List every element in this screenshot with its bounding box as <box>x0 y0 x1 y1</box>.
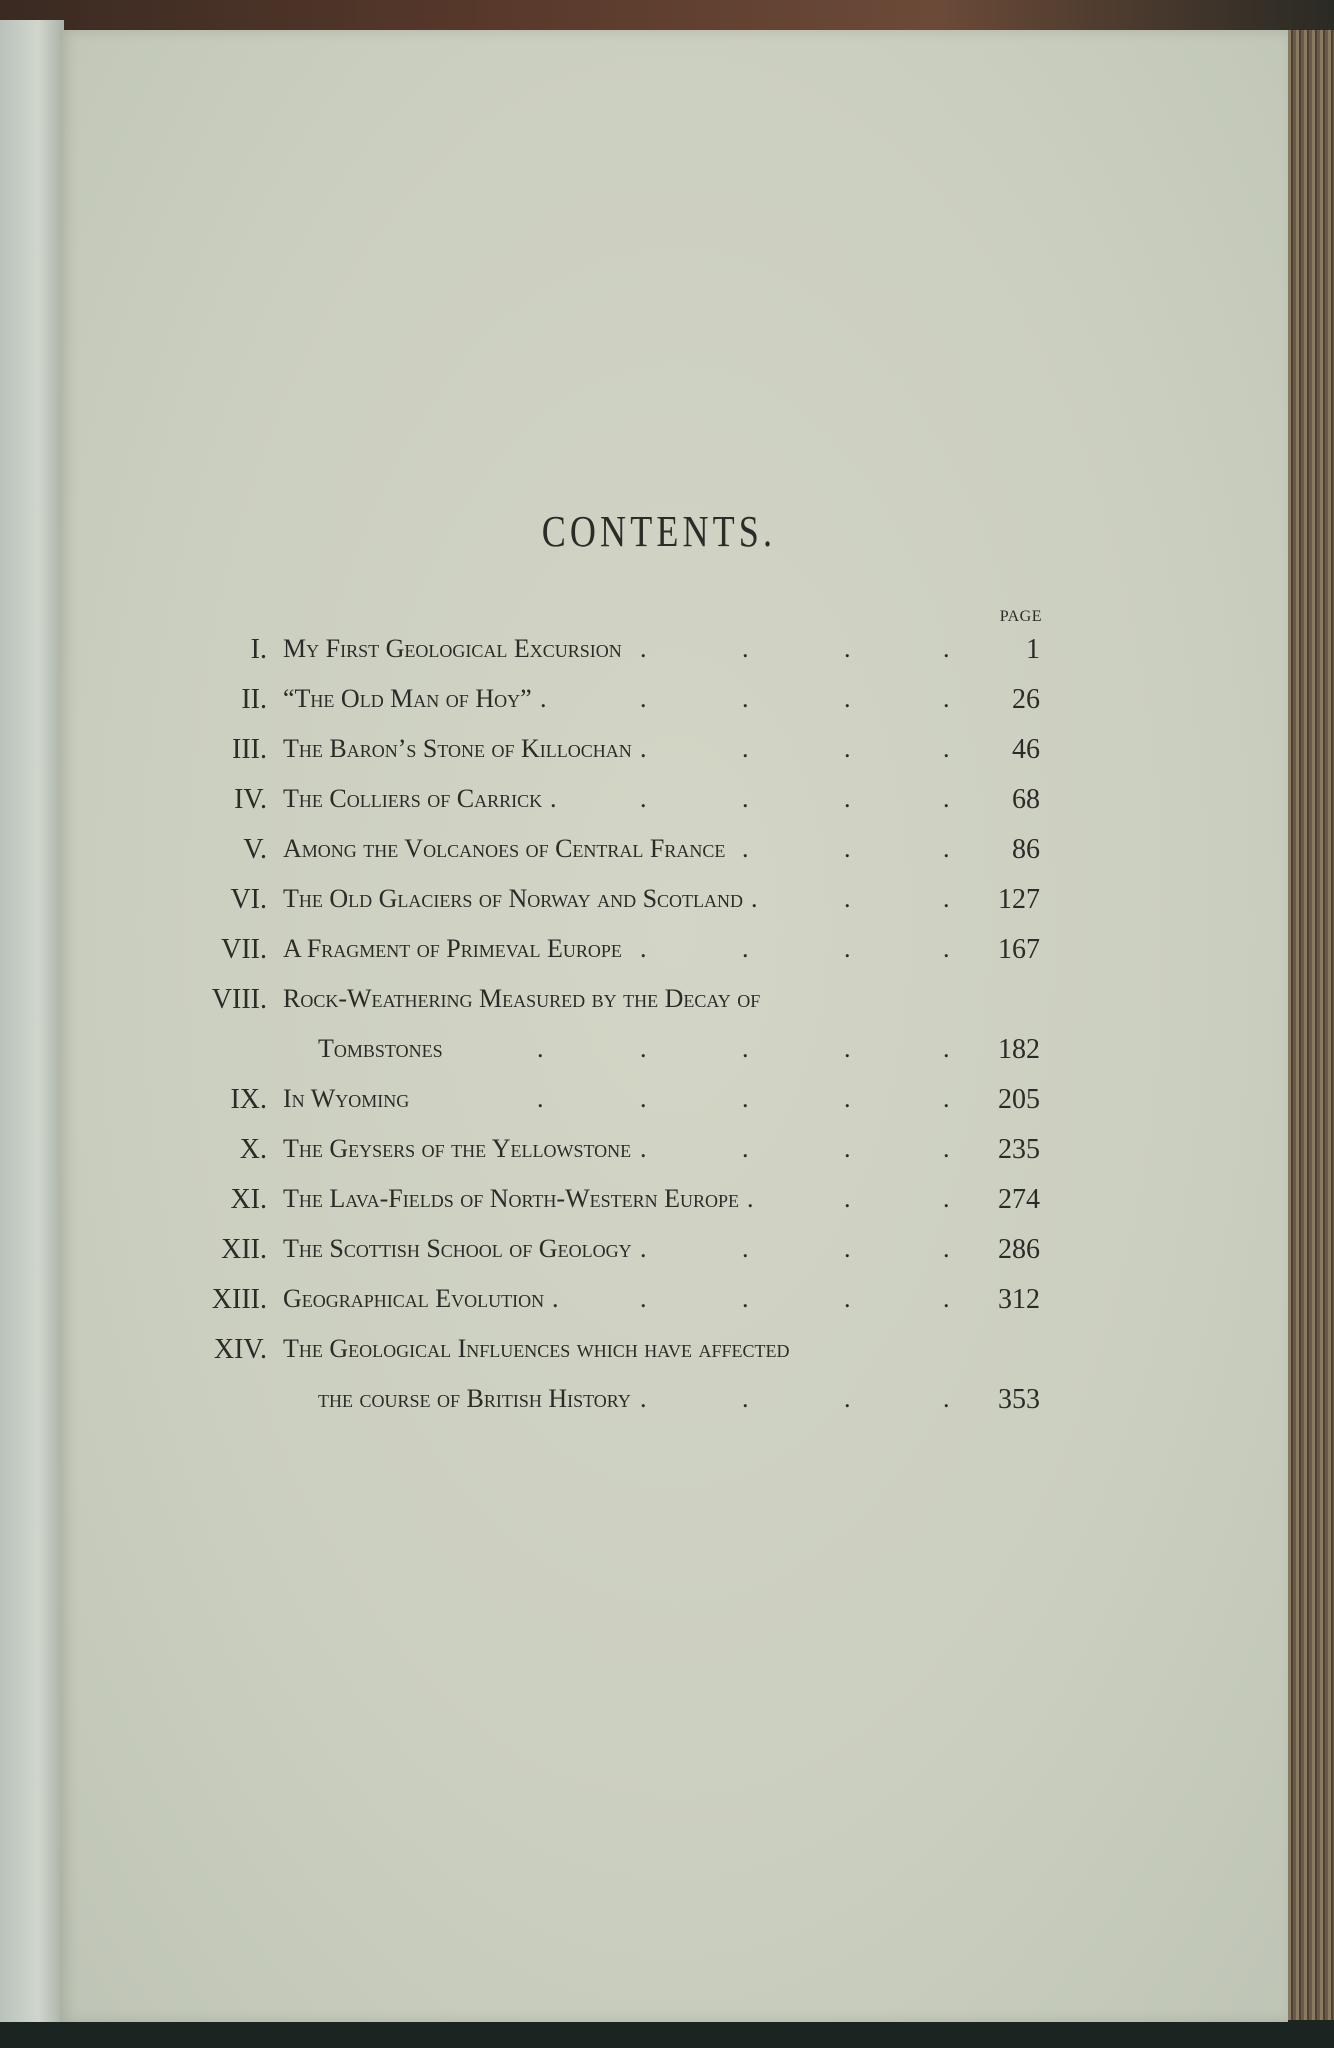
toc-entry <box>0 1034 1334 1084</box>
chapter-numeral: X. <box>239 1134 267 1165</box>
chapter-title: The Colliers of Carrick <box>283 784 543 813</box>
chapter-title: Among the Volcanoes of Central France <box>283 834 726 863</box>
chapter-title: Tombstones <box>318 1034 443 1063</box>
toc-entry <box>0 1234 1334 1284</box>
leader-dot: . <box>844 1284 851 1313</box>
chapter-numeral: IV. <box>234 784 267 815</box>
leader-dot: . <box>943 1134 950 1163</box>
leader-dot: . <box>844 784 851 813</box>
chapter-title: In Wyoming <box>283 1084 410 1113</box>
leader-dot: . <box>943 1284 950 1313</box>
leader-dot: . <box>550 784 557 813</box>
page-column-label: PAGE <box>999 608 1042 625</box>
leader-dot: . <box>844 684 851 713</box>
leader-dot: . <box>640 1034 647 1063</box>
chapter-numeral: XIV. <box>213 1334 267 1365</box>
chapter-numeral: III. <box>232 734 267 765</box>
leader-dot: . <box>640 784 647 813</box>
leader-dot: . <box>742 934 749 963</box>
leader-dot: . <box>844 1134 851 1163</box>
leader-dot: . <box>943 1184 950 1213</box>
leader-dot: . <box>943 784 950 813</box>
contents-heading: CONTENTS. <box>541 507 777 556</box>
leader-dot: . <box>640 1284 647 1313</box>
leader-dot: . <box>943 1234 950 1263</box>
leader-dot: . <box>540 684 547 713</box>
toc-entry <box>0 634 1334 684</box>
page-number: 127 <box>998 884 1040 915</box>
chapter-title: A Fragment of Primeval Europe <box>283 934 622 963</box>
chapter-numeral: XI. <box>230 1184 267 1215</box>
leader-dot: . <box>742 1284 749 1313</box>
toc-entry <box>0 684 1334 734</box>
leader-dot: . <box>844 1034 851 1063</box>
chapter-title: Geographical Evolution <box>283 1284 545 1313</box>
leader-dot: . <box>742 784 749 813</box>
chapter-numeral: VII. <box>221 934 267 965</box>
chapter-numeral: XII. <box>221 1234 267 1265</box>
chapter-numeral: VIII. <box>211 984 267 1015</box>
leader-dot: . <box>640 1134 647 1163</box>
leader-dot: . <box>943 1084 950 1113</box>
leader-dot: . <box>742 1084 749 1113</box>
page-number: 26 <box>1012 684 1040 715</box>
toc-entry <box>0 934 1334 984</box>
chapter-title: The Geysers of the Yellowstone <box>283 1134 632 1163</box>
leader-dot: . <box>742 684 749 713</box>
page-number: 182 <box>998 1034 1040 1065</box>
toc-entry <box>0 1284 1334 1334</box>
leader-dot: . <box>640 734 647 763</box>
leader-dot: . <box>747 1184 754 1213</box>
leader-dot: . <box>943 834 950 863</box>
chapter-title: Rock-Weathering Measured by the Decay of <box>283 984 761 1013</box>
page-number: 312 <box>998 1284 1040 1315</box>
leader-dot: . <box>742 1234 749 1263</box>
toc-entry <box>0 734 1334 784</box>
page-number: 353 <box>998 1384 1040 1415</box>
leader-dot: . <box>844 884 851 913</box>
leader-dot: . <box>943 684 950 713</box>
page-number: 286 <box>998 1234 1040 1265</box>
leader-dot: . <box>943 1034 950 1063</box>
toc-entry <box>0 1384 1334 1434</box>
leader-dot: . <box>844 734 851 763</box>
chapter-title: My First Geological Excursion <box>283 634 622 663</box>
page-number: 205 <box>998 1084 1040 1115</box>
toc-entry <box>0 884 1334 934</box>
page-number: 167 <box>998 934 1040 965</box>
leader-dot: . <box>537 1084 544 1113</box>
toc-entry <box>0 984 1334 1034</box>
chapter-title: The Scottish School of Geology <box>283 1234 632 1263</box>
page-number: 274 <box>998 1184 1040 1215</box>
leader-dot: . <box>640 1384 647 1413</box>
chapter-numeral: II. <box>241 684 267 715</box>
chapter-numeral: XIII. <box>211 1284 267 1315</box>
leader-dot: . <box>844 934 851 963</box>
toc-entry <box>0 784 1334 834</box>
leader-dot: . <box>844 1234 851 1263</box>
leader-dot: . <box>844 834 851 863</box>
page-number: 1 <box>1026 634 1040 665</box>
leader-dot: . <box>742 1134 749 1163</box>
chapter-title: the course of British History <box>318 1384 631 1413</box>
leader-dot: . <box>537 1034 544 1063</box>
leader-dot: . <box>640 684 647 713</box>
chapter-numeral: VI. <box>230 884 267 915</box>
chapter-title: The Old Glaciers of Norway and Scotland <box>283 884 744 913</box>
leader-dot: . <box>742 634 749 663</box>
leader-dot: . <box>640 934 647 963</box>
chapter-title: The Lava-Fields of North-Western Europe <box>283 1184 740 1213</box>
toc-entry <box>0 834 1334 884</box>
leader-dot: . <box>943 884 950 913</box>
book-cover-top-edge <box>0 0 1334 34</box>
page-number: 68 <box>1012 784 1040 815</box>
leader-dot: . <box>640 1084 647 1113</box>
page-number: 235 <box>998 1134 1040 1165</box>
leader-dot: . <box>844 1184 851 1213</box>
leader-dot: . <box>640 634 647 663</box>
leader-dot: . <box>640 1234 647 1263</box>
chapter-numeral: V. <box>243 834 267 865</box>
toc-entry <box>0 1334 1334 1384</box>
leader-dot: . <box>943 734 950 763</box>
chapter-numeral: I. <box>250 634 267 665</box>
leader-dot: . <box>742 1384 749 1413</box>
leader-dot: . <box>742 834 749 863</box>
leader-dot: . <box>943 934 950 963</box>
leader-dot: . <box>742 1034 749 1063</box>
leader-dot: . <box>742 734 749 763</box>
toc-entry <box>0 1184 1334 1234</box>
page-number: 46 <box>1012 734 1040 765</box>
leader-dot: . <box>844 634 851 663</box>
page-number: 86 <box>1012 834 1040 865</box>
leader-dot: . <box>943 634 950 663</box>
background-bottom <box>0 2022 1334 2048</box>
chapter-title: The Geological Influences which have affected <box>283 1334 790 1363</box>
leader-dot: . <box>552 1284 559 1313</box>
chapter-title: “The Old Man of Hoy” <box>283 684 532 713</box>
leader-dot: . <box>844 1084 851 1113</box>
leader-dot: . <box>943 1384 950 1413</box>
leader-dot: . <box>751 884 758 913</box>
toc-entry <box>0 1084 1334 1134</box>
toc-entry <box>0 1134 1334 1184</box>
leader-dot: . <box>844 1384 851 1413</box>
chapter-numeral: IX. <box>230 1084 267 1115</box>
chapter-title: The Baron’s Stone of Killochan <box>283 734 632 763</box>
